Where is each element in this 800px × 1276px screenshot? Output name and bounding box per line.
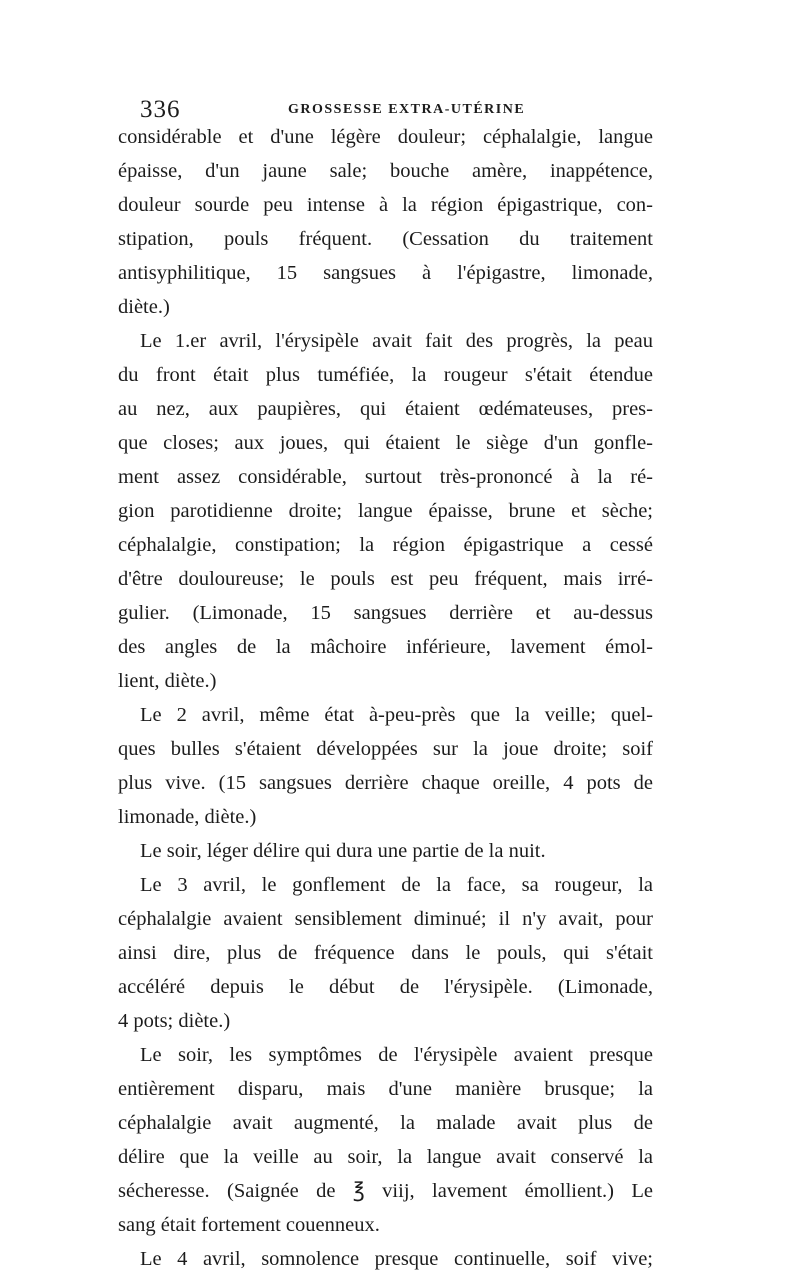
text-line: que closes; aux joues, qui étaient le siège d'un gonfle- [118, 432, 653, 454]
text-line: plus vive. (15 sangsues derrière chaque oreille, 4 pots de [118, 772, 653, 794]
text-line: sang était fortement couenneux. [118, 1214, 380, 1236]
text-line: gion parotidienne droite; langue épaisse, brune et sèche; [118, 500, 653, 522]
text-line: diète.) [118, 296, 170, 318]
text-line: Le 4 avril, somnolence presque continuelle, soif vive; [140, 1248, 653, 1270]
text-line: délire que la veille au soir, la langue avait conservé la [118, 1146, 653, 1168]
text-line: ainsi dire, plus de fréquence dans le pouls, qui s'était [118, 942, 653, 964]
text-line: antisyphilitique, 15 sangsues à l'épigastre, limonade, [118, 262, 653, 284]
text-line: stipation, pouls fréquent. (Cessation du traitement [118, 228, 653, 250]
text-line: Le 2 avril, même état à-peu-près que la veille; quel- [140, 704, 653, 726]
text-line: sécheresse. (Saignée de ℥ viij, lavement émollient.) Le [118, 1180, 653, 1202]
text-line: d'être douloureuse; le pouls est peu fréquent, mais irré- [118, 568, 653, 590]
text-line: Le soir, les symptômes de l'érysipèle avaient presque [140, 1044, 653, 1066]
text-line: accéléré depuis le début de l'érysipèle. (Limonade, [118, 976, 653, 998]
text-line: douleur sourde peu intense à la région épigastrique, con- [118, 194, 653, 216]
text-line: céphalalgie avait augmenté, la malade avait plus de [118, 1112, 653, 1134]
text-line: Le 3 avril, le gonflement de la face, sa rougeur, la [140, 874, 653, 896]
running-title: GROSSESSE EXTRA-UTÉRINE [288, 102, 526, 117]
text-line: gulier. (Limonade, 15 sangsues derrière et au-dessus [118, 602, 653, 624]
text-line: ment assez considérable, surtout très-prononcé à la ré- [118, 466, 653, 488]
text-line: ques bulles s'étaient développées sur la joue droite; soif [118, 738, 653, 760]
body-text [118, 120, 653, 1276]
text-line: lient, diète.) [118, 670, 217, 692]
text-line: céphalalgie, constipation; la région épigastrique a cessé [118, 534, 653, 556]
text-line: au nez, aux paupières, qui étaient œdémateuses, pres- [118, 398, 653, 420]
text-line: Le 1.er avril, l'érysipèle avait fait des progrès, la peau [140, 330, 653, 352]
text-line: épaisse, d'un jaune sale; bouche amère, inappétence, [118, 160, 653, 182]
text-line: céphalalgie avaient sensiblement diminué; il n'y avait, pour [118, 908, 653, 930]
page-number: 336 [140, 96, 181, 123]
text-line: considérable et d'une légère douleur; céphalalgie, langue [118, 126, 653, 148]
text-line: 4 pots; diète.) [118, 1010, 231, 1032]
text-line: du front était plus tuméfiée, la rougeur s'était étendue [118, 364, 653, 386]
text-line: limonade, diète.) [118, 806, 257, 828]
text-line: Le soir, léger délire qui dura une partie de la nuit. [140, 840, 546, 862]
text-line: entièrement disparu, mais d'une manière brusque; la [118, 1078, 653, 1100]
text-line: des angles de la mâchoire inférieure, lavement émol- [118, 636, 653, 658]
